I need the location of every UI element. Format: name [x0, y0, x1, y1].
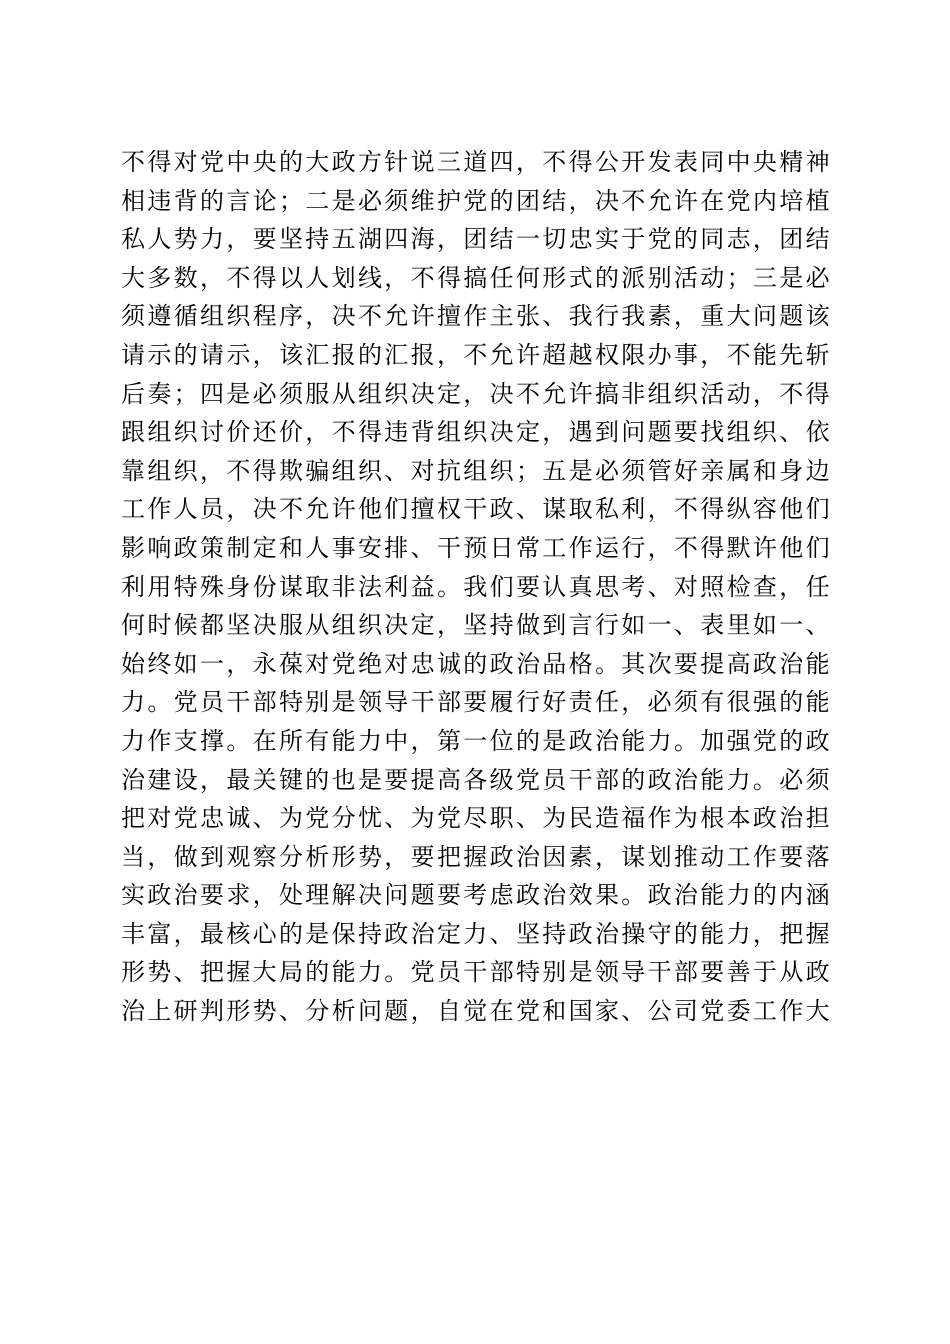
text-line: 治建设，最关键的也是要提高各级党员干部的政治能力。必须 [121, 765, 831, 794]
text-line: 相违背的言论；二是必须维护党的团结，决不允许在党内培植 [121, 186, 831, 215]
text-line: 后奏；四是必须服从组织决定，决不允许搞非组织活动，不得 [121, 379, 831, 408]
text-line: 跟组织讨价还价，不得违背组织决定，遇到问题要找组织、依 [121, 418, 831, 447]
text-line: 靠组织，不得欺骗组织、对抗组织；五是必须管好亲属和身边 [121, 456, 831, 485]
text-line: 把对党忠诚、为党分忧、为党尽职、为民造福作为根本政治担 [121, 804, 831, 833]
text-line: 形势、把握大局的能力。党员干部特别是领导干部要善于从政 [121, 958, 831, 987]
text-line: 大多数，不得以人划线，不得搞任何形式的派别活动；三是必 [121, 263, 831, 292]
body-text [121, 143, 831, 1031]
text-line: 治上研判形势、分析问题，自觉在党和国家、公司党委工作大 [121, 997, 831, 1026]
text-line: 工作人员，决不允许他们擅权干政、谋取私利，不得纵容他们 [121, 495, 831, 524]
text-line: 力。党员干部特别是领导干部要履行好责任，必须有很强的能 [121, 688, 831, 717]
text-line: 不得对党中央的大政方针说三道四，不得公开发表同中央精神 [121, 148, 831, 176]
text-line: 实政治要求，处理解决问题要考虑政治效果。政治能力的内涵 [121, 881, 831, 910]
text-line: 力作支撑。在所有能力中，第一位的是政治能力。加强党的政 [121, 726, 831, 755]
text-line: 当，做到观察分析形势，要把握政治因素，谋划推动工作要落 [121, 842, 831, 871]
text-line: 私人势力，要坚持五湖四海，团结一切忠实于党的同志，团结 [121, 225, 831, 254]
text-line: 影响政策制定和人事安排、干预日常工作运行，不得默许他们 [121, 533, 831, 562]
text-line: 始终如一，永葆对党绝对忠诚的政治品格。其次要提高政治能 [121, 649, 831, 678]
text-line: 请示的请示，该汇报的汇报，不允许超越权限办事，不能先斩 [121, 340, 831, 369]
text-line: 丰富，最核心的是保持政治定力、坚持政治操守的能力，把握 [121, 919, 831, 948]
text-line: 须遵循组织程序，决不允许擅作主张、我行我素，重大问题该 [121, 302, 831, 331]
text-line: 利用特殊身份谋取非法利益。我们要认真思考、对照检查，任 [121, 572, 831, 601]
text-line: 何时候都坚决服从组织决定，坚持做到言行如一、表里如一、 [121, 611, 831, 640]
